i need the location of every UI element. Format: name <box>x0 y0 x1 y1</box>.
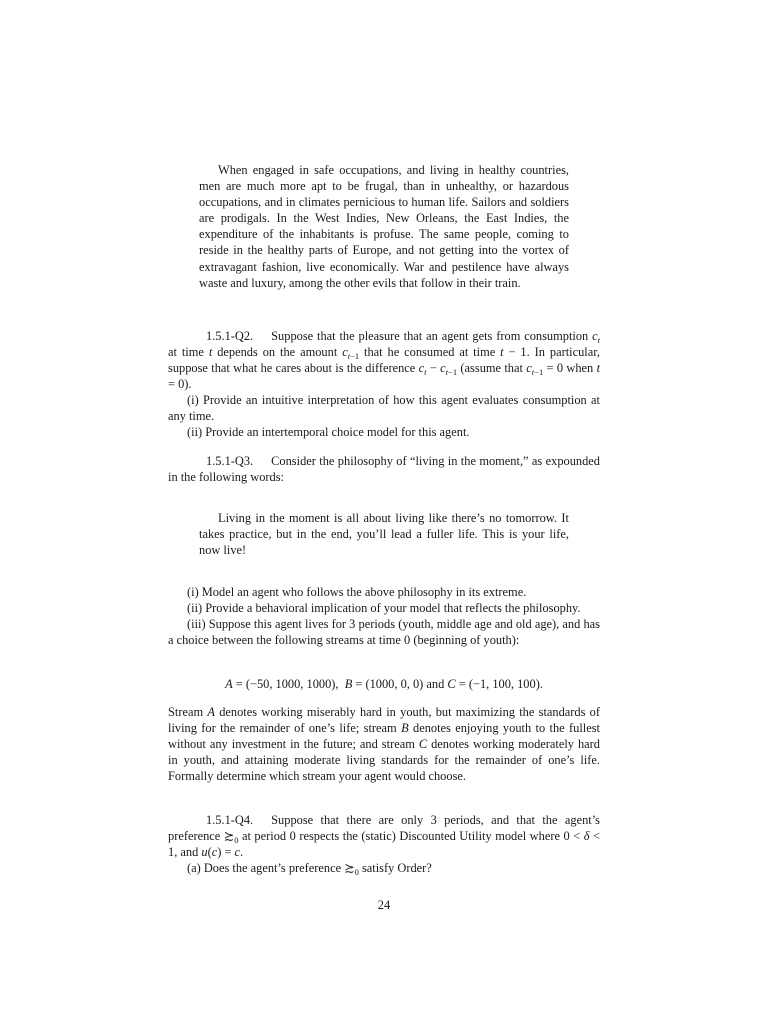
page-number: 24 <box>377 898 391 912</box>
smith-quote-text: When engaged in safe occupations, and living in healthy countries, men are much more apt to be frugal, than in unhealthy, or hazardous occupations, and in climates pernicious to human life. Sailors and soldiers are prodigals. In the West Indies, New Orleans, the East Indies, the expenditure of the inhabitants is profuse. The same people, coming to reside in the healthy parts of Europe, and not getting into the vortex of extravagant fashion, live economically. War and pestilence have always waste and luxury, among the other evils that follow in their train. <box>199 163 569 290</box>
living-moment-quote-block <box>199 510 569 558</box>
q3-part-iii: (iii) Suppose this agent lives for 3 periods (youth, middle age and old age), and has a choice between the following streams at time 0 (beginning of youth): <box>168 617 600 647</box>
stream-equation: A = (−50, 1000, 1000), B = (1000, 0, 0) and C = (−1, 100, 100). <box>225 677 543 691</box>
q3-part-i: (i) Model an agent who follows the above philosophy in its extreme. <box>187 585 527 599</box>
q3-part-ii: (ii) Provide a behavioral implication of your model that reflects the philosophy. <box>187 601 581 615</box>
q3-stream-text: Stream A denotes working miserably hard in youth, but maximizing the standards of living for the remainder of one’s life; stream B denotes enjoying youth to the fullest without any investment in the future; and stream C denotes working moderately hard in youth, and attaining moderate living standards for the remainder of one’s life. Formally determine which stream your agent would choose. <box>168 705 600 783</box>
q3-parts <box>168 584 600 648</box>
q4-part-a: (a) Does the agent’s preference $≿_0$ satisfy Order? <box>187 861 432 877</box>
q2-part-ii: (ii) Provide an intertemporal choice model for this agent. <box>187 425 470 439</box>
q3-stream-description <box>168 704 600 784</box>
smith-quote-block <box>199 162 569 291</box>
q3-label: 1.5.1-Q3. <box>206 454 254 468</box>
q4-label: 1.5.1-Q4. <box>206 813 254 827</box>
q2-label: 1.5.1-Q2. <box>206 329 254 343</box>
q2-part-i: (i) Provide an intuitive interpretation of how this agent evaluates consumption at any time. <box>168 393 600 423</box>
living-moment-quote-text: Living in the moment is all about living like there’s no tomorrow. It takes practice, but in the end, you’ll lead a fuller life. This is your life, now live! <box>199 511 569 558</box>
q3-intro: Consider the philosophy of “living in the moment,” as expounded in the following words: <box>168 454 600 484</box>
question-q4 <box>168 812 600 876</box>
q4-stem: 1.5.1-Q4. Suppose that there are only 3 periods, and that the agent’s preference $≿_0$ at period 0 respects the (static) Discounted Utility model where 0 < δ < 1, and u(c) = c. <box>168 813 600 859</box>
question-q3 <box>168 453 600 485</box>
q2-stem: 1.5.1-Q2. Suppose that the pleasure that an agent gets from consumption $c_t$ at time t depends on the amount $c_{t-1}$ that he consumed at time t − 1. In particular, suppose that what he cares about is the difference $c_t - c_{t-1}$ (assume that $c_{t-1} = 0$ when t = 0). <box>168 329 601 391</box>
q3-stem <box>168 453 600 485</box>
question-q2 <box>168 328 600 440</box>
